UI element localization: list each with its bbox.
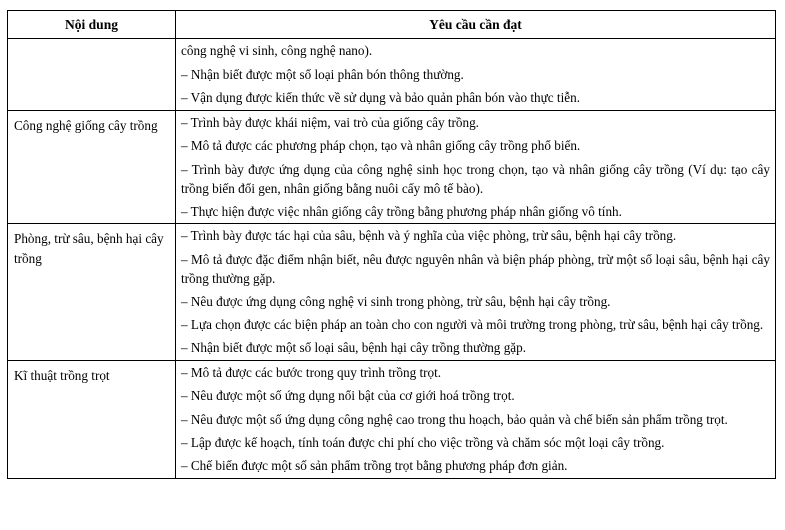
header-requirements: Yêu cầu cần đạt [176,11,776,39]
requirement-item: – Nêu được một số ứng dụng nổi bật của cơ giới hoá trồng trọt. [181,388,515,403]
topic-label [8,39,175,44]
topic-label: Phòng, trừ sâu, bệnh hại cây trồng [14,231,164,266]
requirement-item: – Nhận biết được một số loại sâu, bệnh hại cây trồng thường gặp. [181,340,527,355]
topic-cell [8,39,176,111]
table-row [8,110,776,224]
requirements-cell [176,39,776,111]
requirement-item: – Vận dụng được kiến thức về sử dụng và bảo quản phân bón vào thực tiễn. [181,90,580,105]
requirement-item: – Trình bày được ứng dụng của công nghệ sinh học trong chọn, tạo và nhân giống cây trồng (Ví dụ: tạo cây trồng biến đổi gen, nhân giống bằng nuôi cấy mô tế bào). [181,161,770,196]
requirement-item: – Chế biến được một số sản phẩm trồng trọt bằng phương pháp đơn giản. [181,458,568,473]
topic-label: Kĩ thuật trồng trọt [14,367,110,383]
requirement-item: – Mô tả được các bước trong quy trình trồng trọt. [181,364,442,380]
table-row [8,39,776,111]
requirement-item: – Mô tả được các phương pháp chọn, tạo và nhân giống cây trồng phổ biến. [181,138,581,153]
topic-label: Công nghệ giống cây trồng [14,117,158,133]
requirement-item: – Lựa chọn được các biện pháp an toàn cho con người và môi trường trong phòng, trừ sâu, bệnh hại cây trồng. [181,317,764,332]
topic-cell [8,360,176,478]
requirement-item: – Trình bày được tác hại của sâu, bệnh và ý nghĩa của việc phòng, trừ sâu, bệnh hại cây trồng. [181,228,677,243]
requirement-item: công nghệ vi sinh, công nghệ nano). [181,43,373,58]
requirement-item: – Nêu được một số ứng dụng công nghệ cao trong thu hoạch, bảo quản và chế biến sản phẩm trồng trọt. [181,411,728,427]
table-header-row [8,11,776,39]
topic-cell [8,110,176,224]
curriculum-table [7,10,776,479]
requirement-item: – Nhận biết được một số loại phân bón thông thường. [181,66,464,82]
header-content: Nội dung [8,11,176,39]
requirement-item: – Thực hiện được việc nhân giống cây trồng bằng phương pháp nhân giống vô tính. [181,203,622,219]
requirements-cell [176,360,776,478]
requirement-item: – Mô tả được đặc điểm nhận biết, nêu được nguyên nhân và biện pháp phòng, trừ một số loại sâu, bệnh hại cây trồng thường gặp. [181,251,770,286]
requirements-cell [176,224,776,361]
requirement-item: – Nêu được ứng dụng công nghệ vi sinh trong phòng, trừ sâu, bệnh hại cây trồng. [181,293,611,309]
requirement-item: – Trình bày được khái niệm, vai trò của giống cây trồng. [181,114,479,130]
topic-cell [8,224,176,361]
requirements-cell [176,110,776,224]
requirement-item: – Lập được kế hoạch, tính toán được chi phí cho việc trồng và chăm sóc một loại cây trồng. [181,434,665,450]
table-row [8,224,776,361]
table-row [8,360,776,478]
